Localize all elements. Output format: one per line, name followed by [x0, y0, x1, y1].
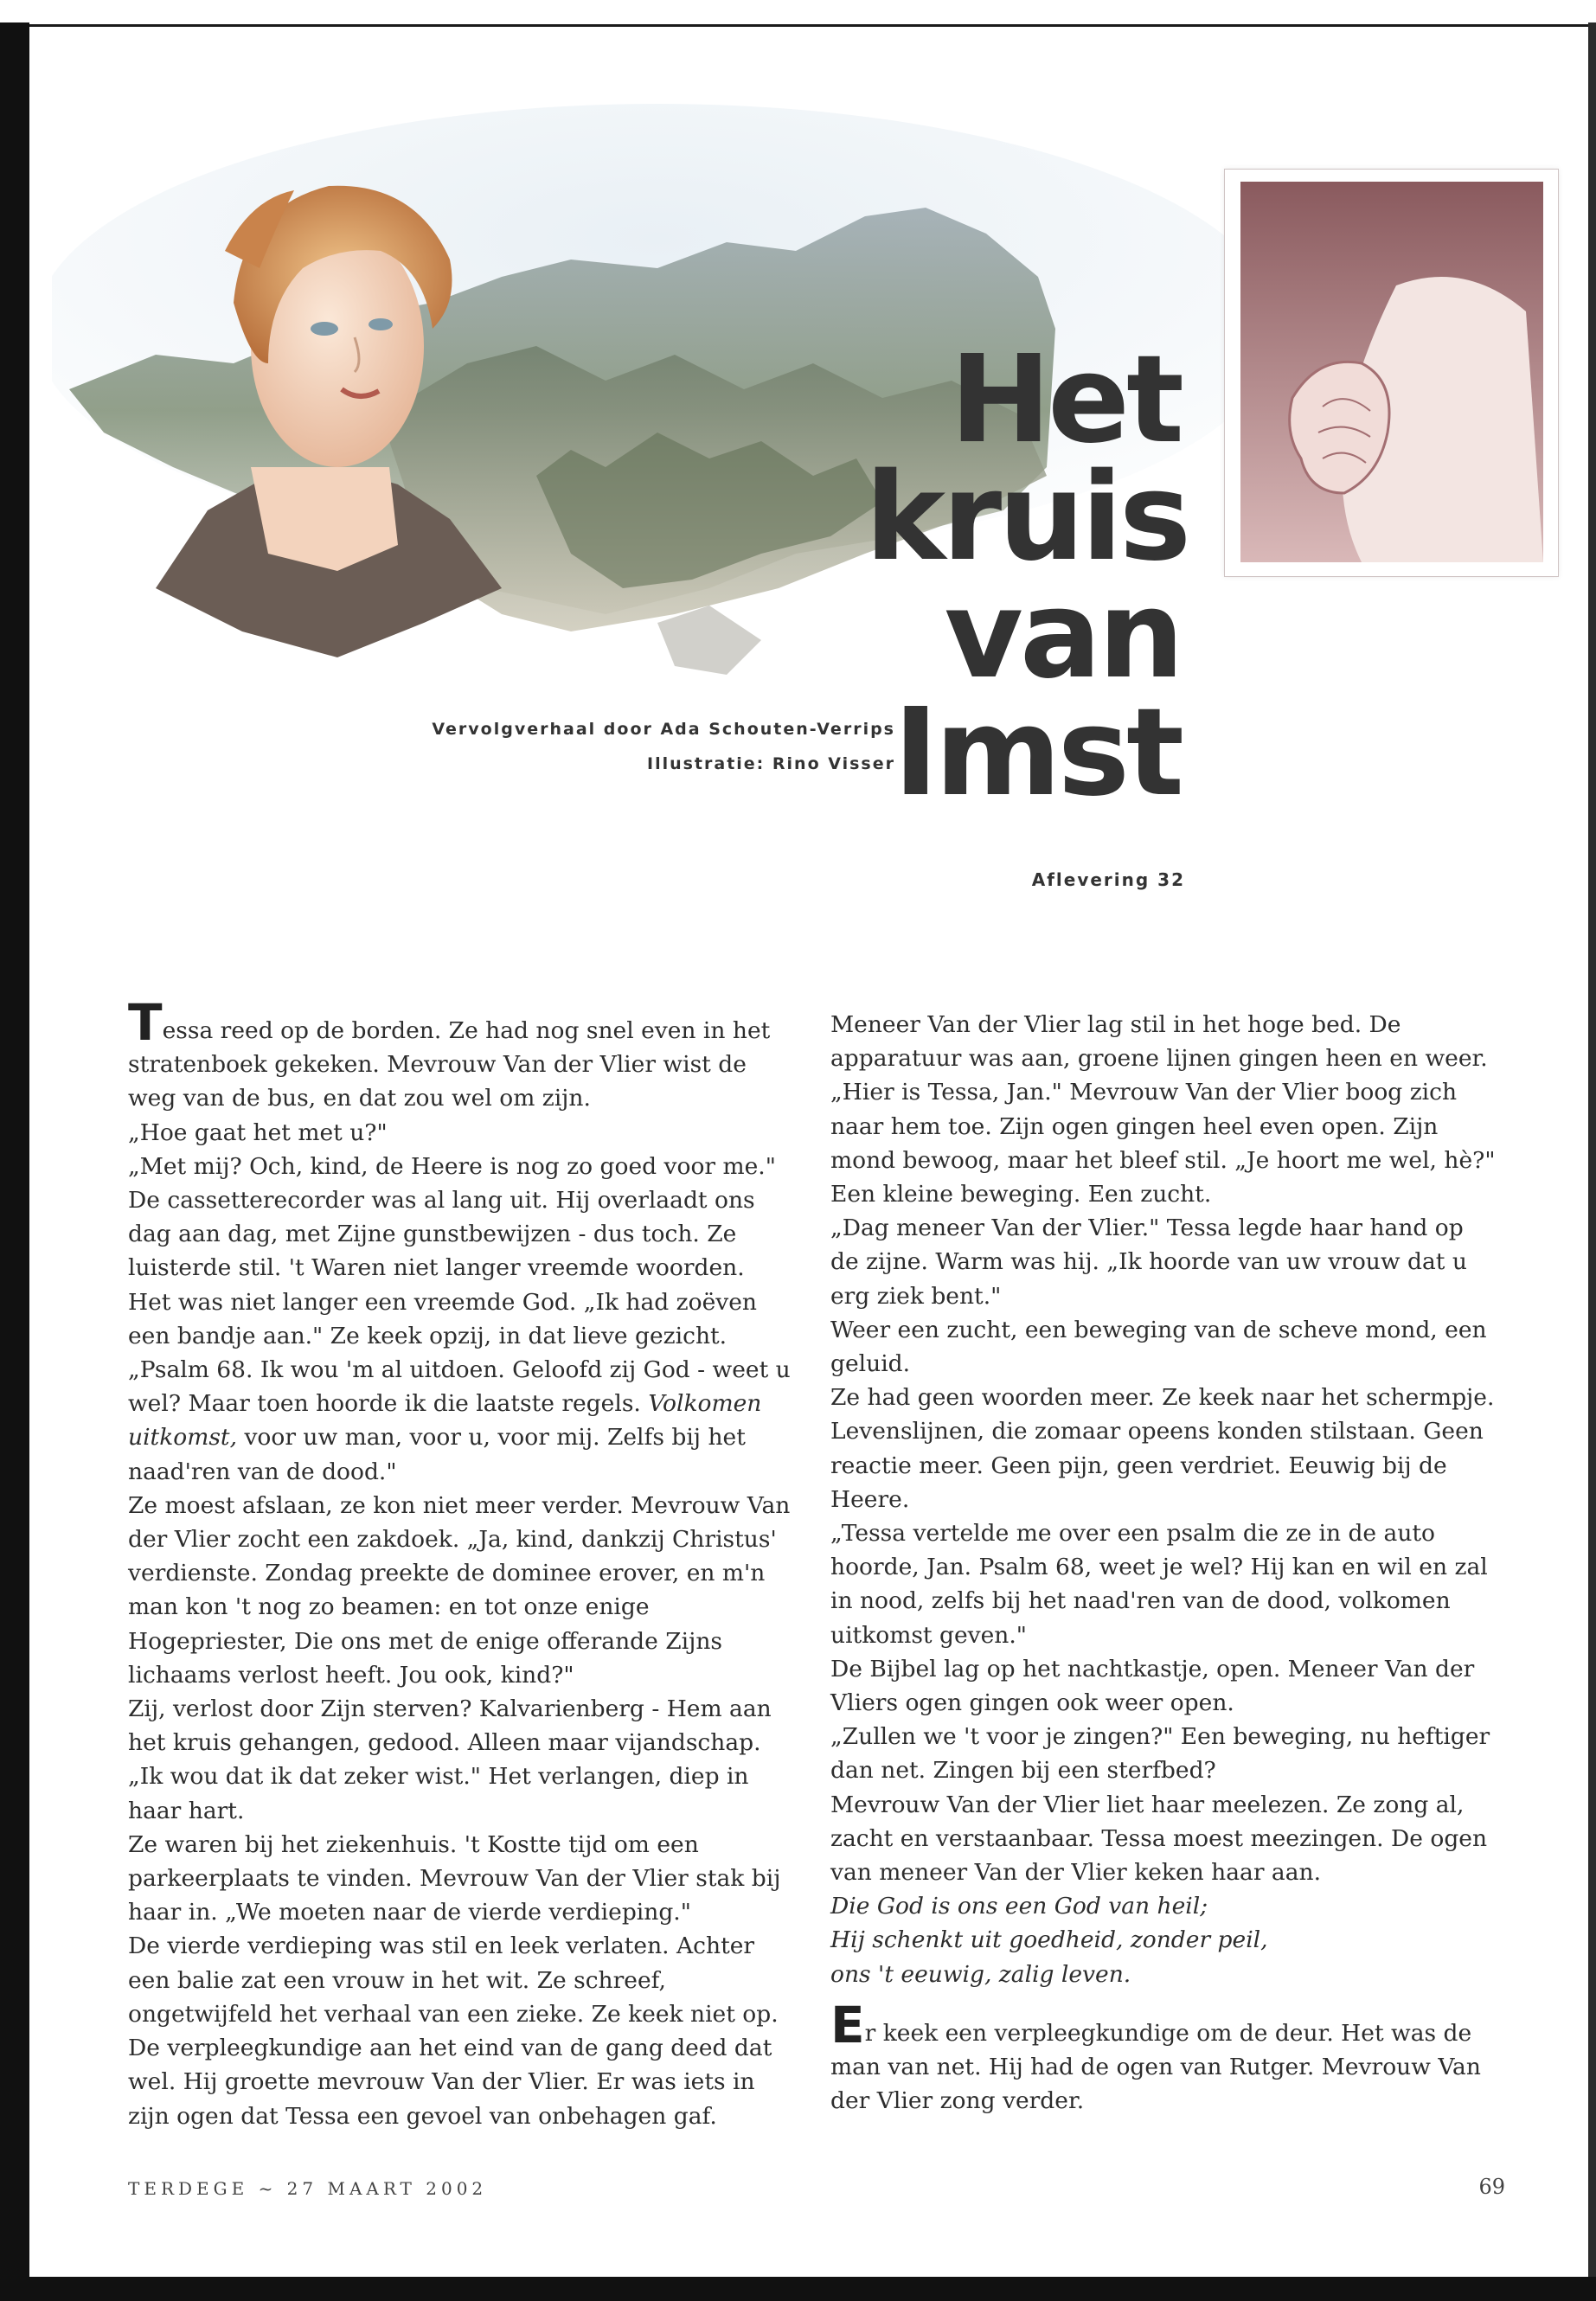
title-line: kruis	[865, 447, 1189, 588]
paragraph: „Tessa vertelde me over een psalm die ze in de auto hoorde, Jan. Psalm 68, weet je wel? Hij kan en wil en zal in nood, zelfs bij het naad'ren van de dood, volkomen uitkomst geven."	[830, 1520, 1488, 1649]
page-frame-bottom	[0, 2277, 1596, 2301]
paragraph: „Dag meneer Van der Vlier." Tessa legde haar hand op de zijne. Warm was hij. „Ik hoorde van uw vrouw dat u erg ziek bent."	[830, 1215, 1467, 1310]
page-frame-left	[0, 22, 29, 2289]
illustrator-credit: Illustratie: Rino Visser	[647, 754, 895, 773]
author-credit: Vervolgverhaal door Ada Schouten-Verrips	[432, 720, 895, 739]
paragraph: De Bijbel lag op het nachtkastje, open. Meneer Van der Vliers ogen gingen ook weer open.	[830, 1655, 1475, 1717]
paragraph: Ze moest afslaan, ze kon niet meer verder. Mevrouw Van der Vlier zocht een zakdoek. „Ja, kind, dankzij Christus' verdienste. Zondag preekte de dominee erover, en m'n man kon 't nog zo beamen: en tot onze enige Hogepriester, Die ons met de enige offerande Zijns lichaams verlost heeft. Jou ook, kind?"	[128, 1491, 791, 1689]
verse-line: Die God is ons een God van heil;	[830, 1893, 1208, 1920]
paragraph	[128, 1150, 794, 1489]
paragraph: „Hoe gaat het met u?"	[128, 1118, 388, 1146]
publication-footer: TERDEGE ~ 27 MAART 2002	[128, 2178, 488, 2199]
paragraph	[830, 1995, 1497, 2118]
praying-hands-illustration	[1224, 169, 1559, 577]
italic-quote: Volkomen uitkomst,	[128, 1390, 762, 1452]
article-column-right	[830, 1008, 1497, 2118]
paragraph: Ze waren bij het ziekenhuis. 't Kostte tijd om een parkeerplaats te vinden. Mevrouw Van der Vlier stak bij haar in. „We moeten naar de vierde verdieping."	[128, 1830, 781, 1926]
paragraph-text: essa reed op de borden. Ze had nog snel even in het stratenboek gekeken. Mevrouw Van der Vlier wist de weg van de bus, en dat zou wel om zijn.	[128, 1017, 771, 1112]
page-frame-right	[1588, 22, 1596, 2289]
verse-line: Hij schenkt uit goedheid, zonder peil,	[830, 1926, 1268, 1954]
paragraph: Ze had geen woorden meer. Ze keek naar het schermpje. Levenslijnen, die zomaar opeens konden stilstaan. Geen reactie meer. Geen pijn, geen verdriet. Eeuwig bij de Heere.	[830, 1384, 1495, 1513]
page-frame-top	[0, 0, 1596, 27]
drop-cap: T	[128, 993, 163, 1052]
paragraph: „Zullen we 't voor je zingen?" Een beweging, nu heftiger dan net. Zingen bij een sterfbed?	[830, 1723, 1490, 1785]
paragraph: Meneer Van der Vlier lag stil in het hoge bed. De apparatuur was aan, groene lijnen gingen heen en weer. „Hier is Tessa, Jan." Mevrouw Van der Vlier boog zich naar hem toe. Zijn ogen gingen heel even open. Zijn mond bewoog, maar het bleef stil. „Je hoort me wel, hè?" Een kleine beweging. Een zucht.	[830, 1011, 1496, 1208]
paragraph: Weer een zucht, een beweging van de scheve mond, een geluid.	[830, 1316, 1487, 1378]
page-number: 69	[1478, 2175, 1505, 2199]
paragraph	[128, 993, 794, 1116]
title-line: van	[944, 565, 1181, 706]
drop-cap: E	[830, 1995, 865, 2054]
paragraph: Mevrouw Van der Vlier liet haar meelezen. Ze zong al, zacht en verstaanbaar. Tessa moest meezingen. De ogen van meneer Van der Vlier keken haar aan.	[830, 1791, 1488, 1887]
title-line: Het	[949, 330, 1181, 471]
title-line: Imst	[893, 683, 1181, 824]
paragraph-text: „Met mij? Och, kind, de Heere is nog zo goed voor me." De cassetterecorder was al lang uit. Hij overlaadt ons dag aan dag, met Zijne gunstbewijzen - dus toch. Ze luisterde stil. 't Waren niet langer vreemde woorden. Het was niet langer een vreemde God. „Ik had zoëven een bandje aan." Ze keek opzij, in dat lieve gezicht. „Psalm 68. Ik wou 'm al uitdoen. Geloofd zij God - weet u wel? Maar toen hoorde ik die laatste regels.	[128, 1152, 791, 1418]
article-title	[865, 330, 1189, 824]
paragraph-text: r keek een verpleegkundige om de deur. Het was de man van net. Hij had de ogen van Rutger. Mevrouw Van der Vlier zong verder.	[830, 2019, 1481, 2115]
paragraph: De vierde verdieping was stil en leek verlaten. Achter een balie zat een vrouw in het wit. Ze schreef, ongetwijfeld het verhaal van een zieke. Ze keek niet op. De verpleegkundige aan het eind van de gang deed dat wel. Hij groette mevrouw Van der Vlier. Er was iets in zijn ogen dat Tessa een gevoel van onbehagen gaf.	[128, 1932, 779, 2130]
verse-line: ons 't eeuwig, zalig leven.	[830, 1960, 1131, 1988]
paragraph: Zij, verlost door Zijn sterven? Kalvarienberg - Hem aan het kruis gehangen, gedood. Alleen maar vijandschap. „Ik wou dat ik dat zeker wist." Het verlangen, diep in haar hart.	[128, 1695, 772, 1824]
episode-label: Aflevering 32	[1031, 869, 1185, 890]
article-column-left	[128, 993, 794, 2133]
section-break	[830, 1991, 1497, 2010]
paragraph-text: voor uw man, voor u, voor mij. Zelfs bij het naad'ren van de dood."	[128, 1424, 746, 1485]
